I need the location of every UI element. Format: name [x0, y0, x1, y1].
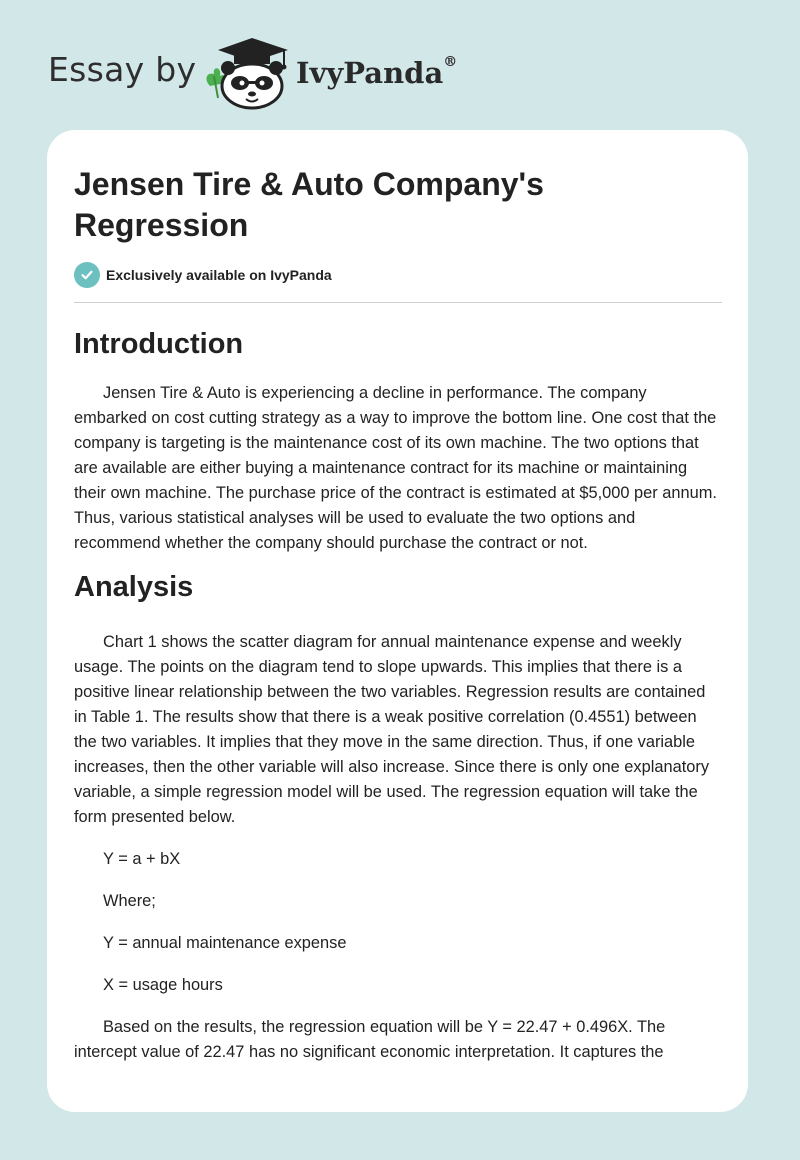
exclusive-badge	[74, 262, 722, 288]
essay-content	[74, 164, 722, 1065]
page-title: Jensen Tire & Auto Company's Regression	[74, 166, 544, 243]
section-heading-analysis: Analysis	[74, 571, 194, 603]
exclusive-badge-text: Exclusively available on IvyPanda	[106, 267, 332, 283]
section-heading-introduction: Introduction	[74, 328, 244, 360]
panda-graduate-icon	[200, 36, 292, 110]
paragraph: Chart 1 shows the scatter diagram for annual maintenance expense and weekly usage. The points on the diagram tend to slope upwards. This implies that there is a positive linear relationship between the two variables. Regression results are contained in Table 1. The results show that there is a weak positive correlation (0.4551) between the two variables. It implies that they move in the same direction. Thus, if one variable increases, then the other variable will also increase. Since there is only one explanatory variable, a simple regression model will be used. The regression equation will take the form presented below.	[74, 633, 710, 826]
essay-card	[47, 130, 748, 1112]
definition-line: Y = annual maintenance expense	[103, 934, 347, 952]
equation-line: Y = a + bX	[103, 850, 181, 868]
paragraph-line: Where;	[103, 892, 156, 910]
essay-by-label: Essay by	[48, 50, 197, 89]
check-circle-icon	[74, 262, 100, 288]
brand-name	[296, 56, 457, 90]
registered-mark: ®	[443, 54, 458, 71]
brand-text: IvyPanda	[296, 56, 444, 90]
definition-line: X = usage hours	[103, 976, 223, 994]
paragraph: Based on the results, the regression equation will be Y = 22.47 + 0.496X. The intercept value of 22.47 has no significant economic interpretation. It captures the	[74, 1018, 666, 1061]
divider	[74, 302, 722, 303]
paragraph: Jensen Tire & Auto is experiencing a decline in performance. The company embarked on cost cutting strategy as a way to improve the bottom line. One cost that the company is targeting is the maintenance cost of its own machine. The two options that are available are either buying a maintenance contract for its machine or maintaining their own machine. The purchase price of the contract is estimated at $5,000 per annum. Thus, various statistical analyses will be used to evaluate the two options and recommend whether the company should purchase the contract or not.	[74, 384, 717, 552]
site-header	[0, 0, 800, 130]
